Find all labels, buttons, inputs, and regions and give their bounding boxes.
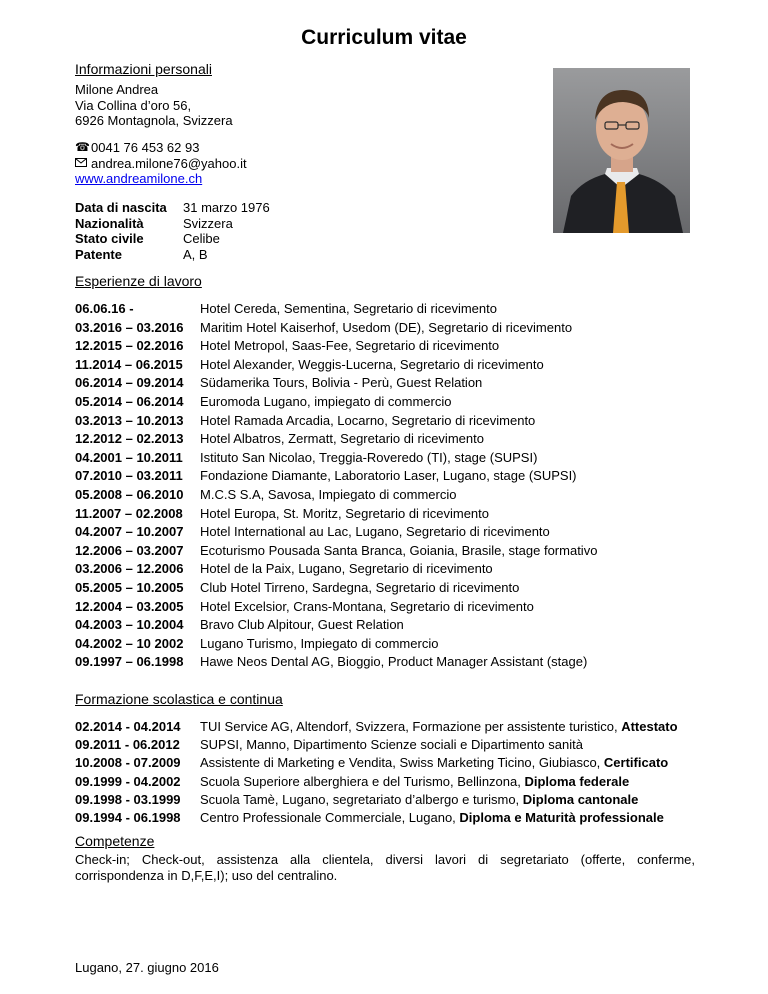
email-line xyxy=(75,156,247,172)
education-qualification: Diploma e Maturità professionale xyxy=(459,810,664,825)
work-description: Hotel International au Lac, Lugano, Segretario di ricevimento xyxy=(200,524,550,540)
fact-value: Celibe xyxy=(183,231,220,246)
fact-row xyxy=(75,247,270,263)
work-date: 07.2010 – 03.2011 xyxy=(75,468,183,484)
fact-label: Stato civile xyxy=(75,231,144,246)
footer-place-date: Lugano, 27. giugno 2016 xyxy=(75,960,219,975)
work-description: Hotel Metropol, Saas-Fee, Segretario di ricevimento xyxy=(200,338,500,354)
envelope-icon xyxy=(75,156,91,172)
work-date: 11.2007 – 02.2008 xyxy=(75,505,183,521)
work-date: 06.2014 – 09.2014 xyxy=(75,375,184,391)
education-description xyxy=(200,774,629,790)
phone-number: 0041 76 453 62 93 xyxy=(91,140,200,155)
fact-label: Nazionalità xyxy=(75,215,144,231)
address-name: Milone Andrea xyxy=(75,82,159,97)
work-description: Bravo Club Alpitour, Guest Relation xyxy=(200,617,404,633)
education-date: 09.1999 - 04.2002 xyxy=(75,773,181,789)
work-date: 03.2013 – 10.2013 xyxy=(75,412,184,428)
education-text: SUPSI, Manno, Dipartimento Scienze sociali e Dipartimento sanità xyxy=(200,737,583,753)
work-date: 03.2006 – 12.2006 xyxy=(75,561,184,577)
work-description: Ecoturismo Pousada Santa Branca, Goiania, Brasile, stage formativo xyxy=(200,542,598,558)
work-description: M.C.S S.A, Savosa, Impiegato di commercio xyxy=(200,487,457,502)
education-qualification: Attestato xyxy=(621,719,678,734)
profile-photo xyxy=(553,68,690,233)
work-date: 03.2016 – 03.2016 xyxy=(75,319,184,335)
work-date: 12.2012 – 02.2013 xyxy=(75,431,184,447)
education-date: 10.2008 - 07.2009 xyxy=(75,755,181,771)
work-description: Hawe Neos Dental AG, Bioggio, Product Manager Assistant (stage) xyxy=(200,654,588,670)
fact-row xyxy=(75,231,270,247)
work-description: Lugano Turismo, Impiegato di commercio xyxy=(200,635,439,651)
work-description: Istituto San Nicolao, Treggia-Roveredo (TI), stage (SUPSI) xyxy=(200,449,538,465)
education-text: Scuola Superiore alberghiera e del Turismo, Bellinzona, xyxy=(200,773,525,789)
work-date: 05.2008 – 06.2010 xyxy=(75,487,184,502)
work-date: 05.2014 – 06.2014 xyxy=(75,394,184,409)
education-description xyxy=(200,792,638,808)
education-qualification: Certificato xyxy=(603,755,669,771)
work-description: Maritim Hotel Kaiserhof, Usedom (DE), Segretario di ricevimento xyxy=(200,319,573,335)
work-date: 11.2014 – 06.2015 xyxy=(75,356,183,372)
work-date: 04.2001 – 10.2011 xyxy=(75,449,183,465)
education-text: Centro Professionale Commerciale, Lugano, xyxy=(200,810,460,825)
website-link[interactable]: www.andreamilone.ch xyxy=(75,171,203,186)
work-description: Hotel Cereda, Sementina, Segretario di ricevimento xyxy=(200,301,497,316)
work-date: 04.2007 – 10.2007 xyxy=(75,524,184,540)
section-education-heading: Formazione scolastica e continua xyxy=(75,691,283,707)
fact-label: Patente xyxy=(75,246,122,262)
work-description: Fondazione Diamante, Laboratorio Laser, Lugano, stage (SUPSI) xyxy=(200,468,577,484)
education-qualification: Diploma federale xyxy=(524,773,630,789)
work-description: Hotel Albatros, Zermatt, Segretario di ricevimento xyxy=(200,431,484,447)
section-personal-heading: Informazioni personali xyxy=(75,61,212,77)
work-date: 04.2003 – 10.2004 xyxy=(75,617,184,633)
work-description: Hotel de la Paix, Lugano, Segretario di ricevimento xyxy=(200,561,493,577)
work-description: Südamerika Tours, Bolivia - Perù, Guest Relation xyxy=(200,375,483,391)
personal-facts-table xyxy=(75,200,270,262)
education-description xyxy=(200,810,664,826)
work-date: 05.2005 – 10.2005 xyxy=(75,580,184,595)
work-date: 12.2004 – 03.2005 xyxy=(75,598,184,614)
work-description: Club Hotel Tirreno, Sardegna, Segretario di ricevimento xyxy=(200,580,520,595)
fact-row xyxy=(75,216,270,232)
education-date: 09.1994 - 06.1998 xyxy=(75,810,181,825)
education-date: 09.2011 - 06.2012 xyxy=(75,737,180,753)
contact-block xyxy=(75,140,247,187)
address-city: 6926 Montagnola, Svizzera xyxy=(75,113,233,128)
section-skills-heading: Competenze xyxy=(75,833,155,849)
fact-row xyxy=(75,200,270,216)
fact-label: Data di nascita xyxy=(75,200,167,215)
education-date: 02.2014 - 04.2014 xyxy=(75,719,181,734)
section-work-heading: Esperienze di lavoro xyxy=(75,273,202,289)
phone-line xyxy=(75,140,247,156)
work-description: Hotel Ramada Arcadia, Locarno, Segretario di ricevimento xyxy=(200,412,536,428)
education-qualification: Diploma cantonale xyxy=(522,791,639,807)
education-description xyxy=(200,755,668,771)
work-description: Hotel Excelsior, Crans-Montana, Segretario di ricevimento xyxy=(200,598,534,614)
work-date: 06.06.16 - xyxy=(75,301,134,316)
education-text: Assistente di Marketing e Vendita, Swiss Marketing Ticino, Giubiasco, xyxy=(200,755,604,771)
address-street: Via Collina d’oro 56, xyxy=(75,97,192,113)
work-date: 04.2002 – 10 2002 xyxy=(75,635,184,651)
work-description: Hotel Europa, St. Moritz, Segretario di ricevimento xyxy=(200,505,490,521)
education-description xyxy=(200,719,678,735)
address-block xyxy=(75,82,233,129)
skills-text: Check-in; Check-out, assistenza alla clientela, diversi lavori di segretariato (offerte, conferme, corrispondenza in D,F,E,I); uso del centralino. xyxy=(75,852,695,883)
work-description: Euromoda Lugano, impiegato di commercio xyxy=(200,394,452,409)
fact-value: A, B xyxy=(183,246,208,262)
work-date: 09.1997 – 06.1998 xyxy=(75,654,184,670)
work-date: 12.2006 – 03.2007 xyxy=(75,542,184,558)
work-description: Hotel Alexander, Weggis-Lucerna, Segretario di ricevimento xyxy=(200,356,544,372)
education-text: TUI Service AG, Altendorf, Svizzera, Formazione per assistente turistico, xyxy=(200,719,622,734)
page-title: Curriculum vitae xyxy=(301,26,467,49)
work-date: 12.2015 – 02.2016 xyxy=(75,338,184,354)
education-description xyxy=(200,737,583,753)
fact-value: Svizzera xyxy=(183,215,233,231)
education-text: Scuola Tamè, Lugano, segretariato d’albergo e turismo, xyxy=(200,791,523,807)
phone-icon: ☎ xyxy=(75,140,90,154)
email-address[interactable]: andrea.milone76@yahoo.it xyxy=(91,155,247,171)
fact-value: 31 marzo 1976 xyxy=(183,200,270,215)
education-date: 09.1998 - 03.1999 xyxy=(75,791,181,807)
